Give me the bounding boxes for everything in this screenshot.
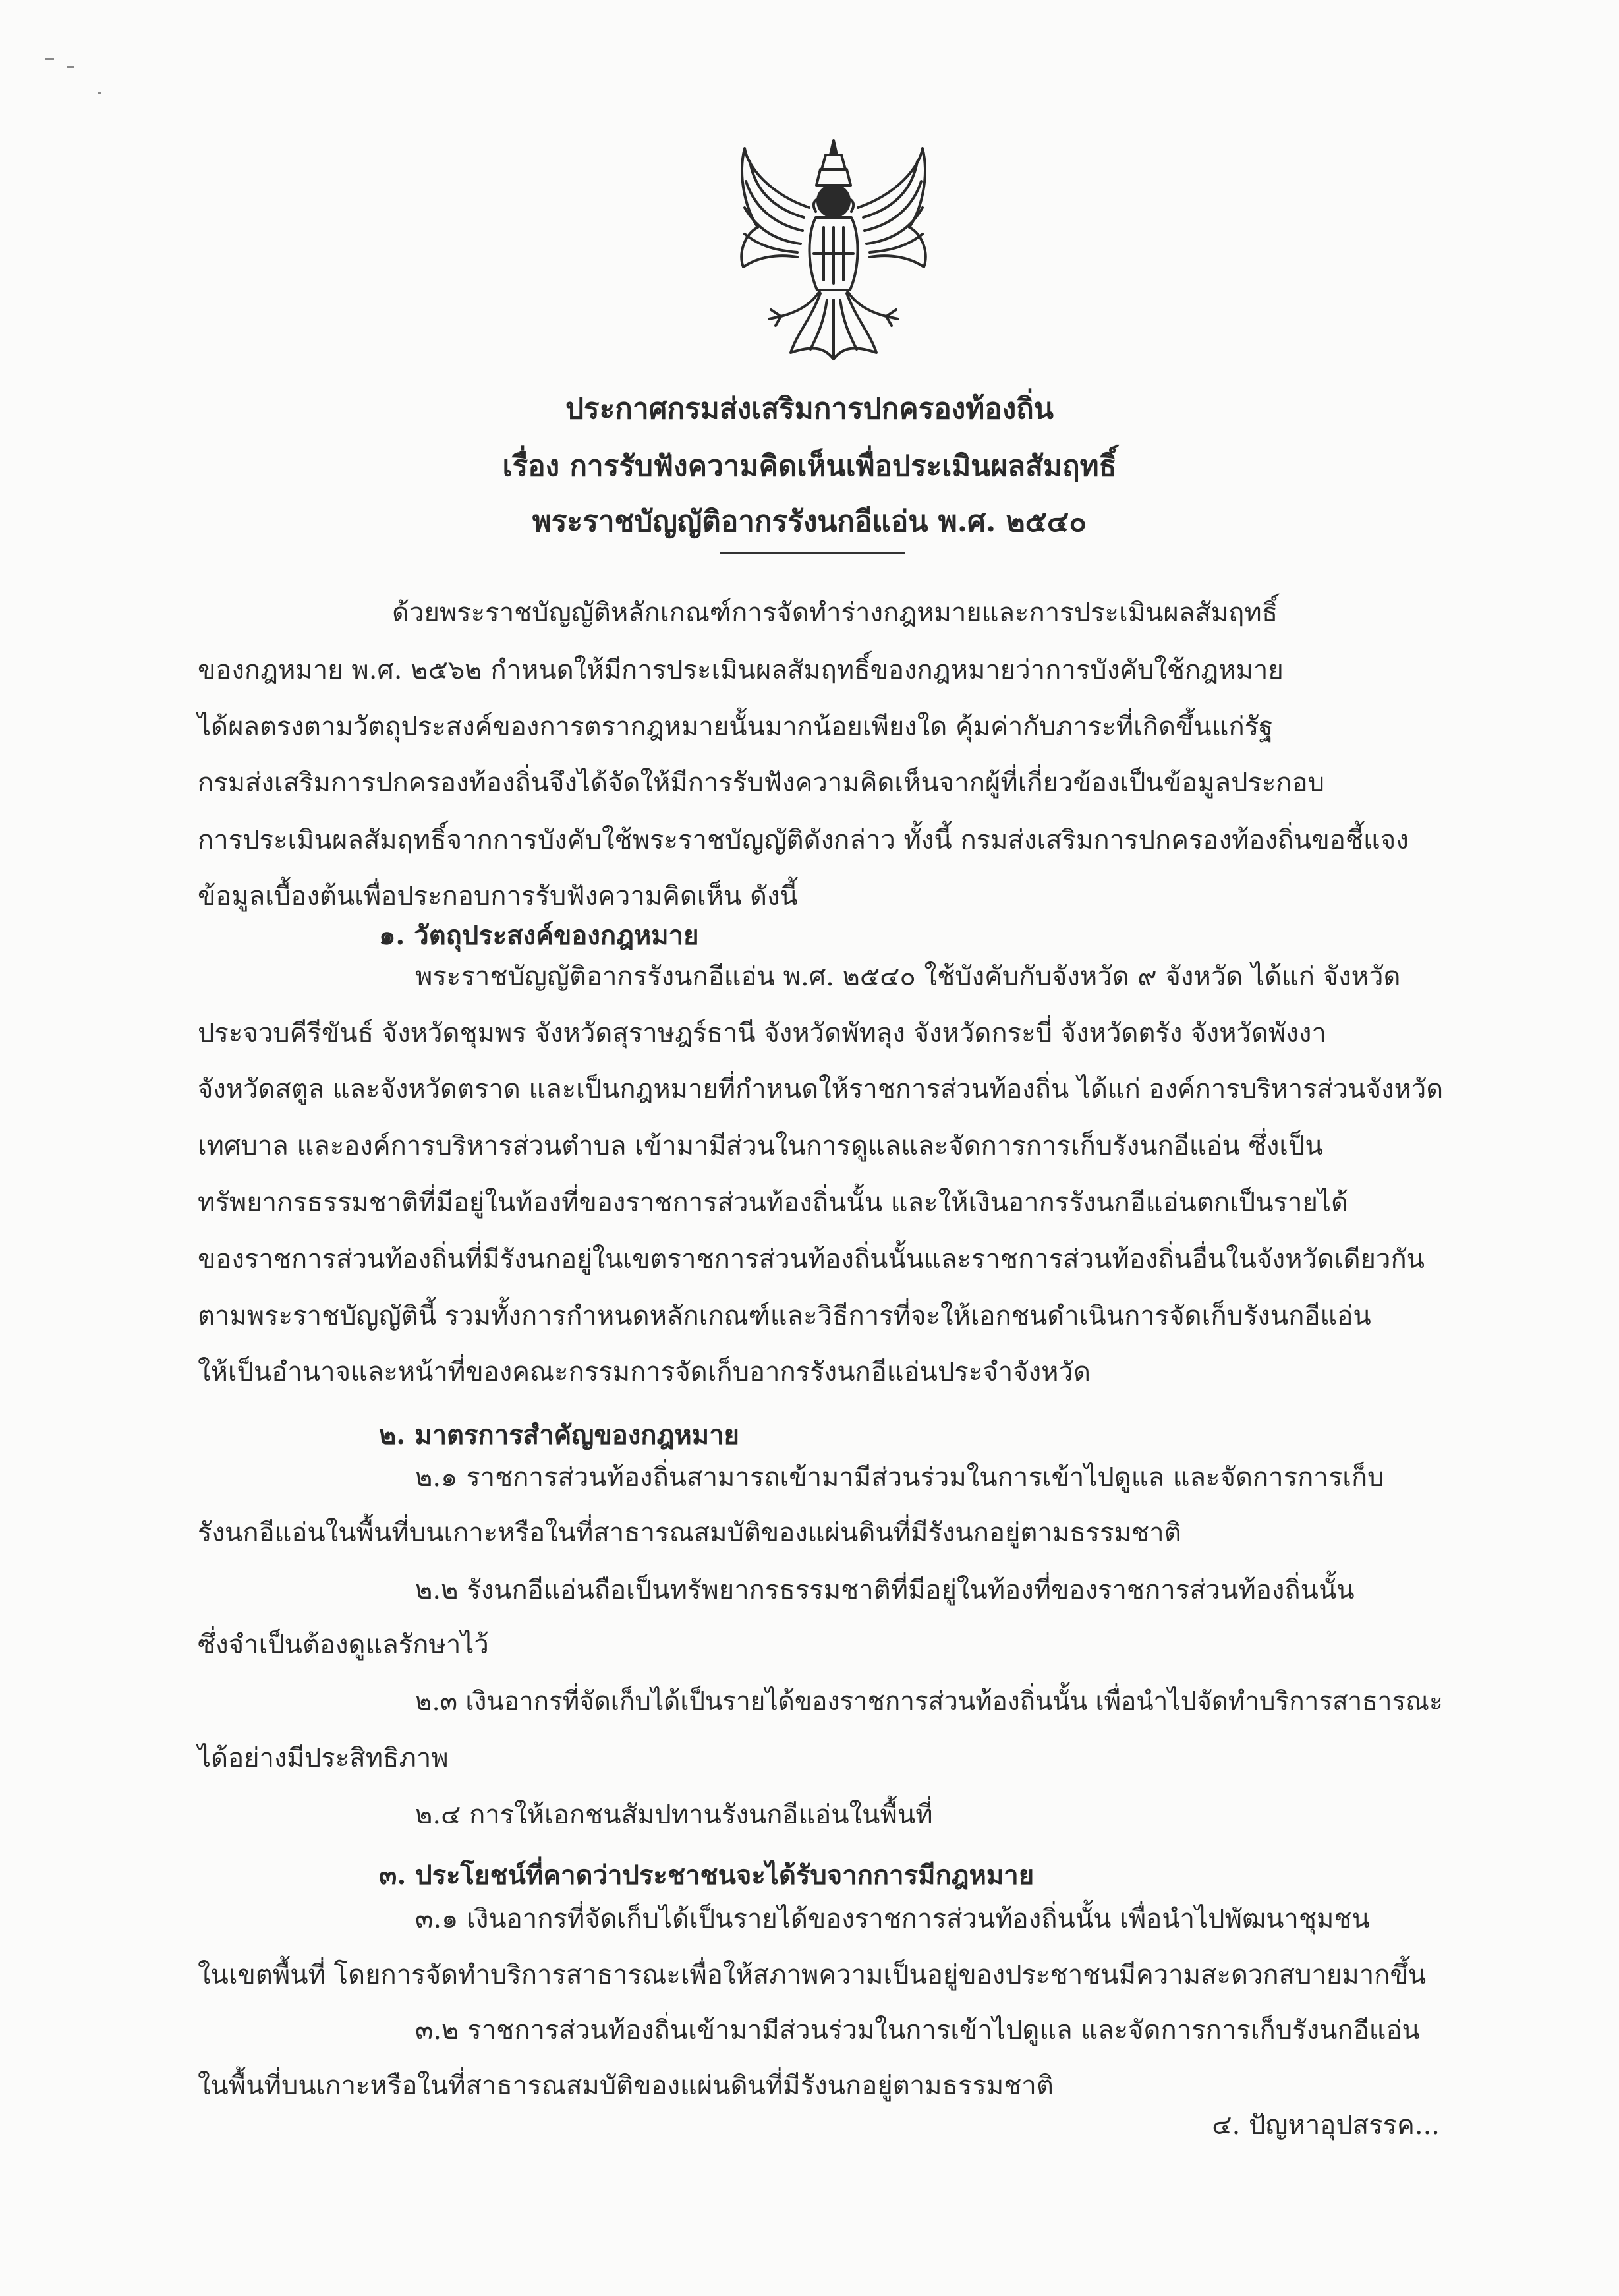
section-3-line: ในเขตพื้นที่ โดยการจัดทำบริการสาธารณะเพื่อให้สภาพความเป็นอยู่ของประชาชนมีความสะดวกสบายมากขึ้น (198, 1960, 1427, 1990)
intro-line: กรมส่งเสริมการปกครองท้องถิ่นจึงได้จัดให้มีการรับฟังความคิดเห็นจากผู้ที่เกี่ยวข้องเป็นข้อมูลประกอบ (198, 768, 1325, 798)
intro-line: ด้วยพระราชบัญญัติหลักเกณฑ์การจัดทำร่างกฎหมายและการประเมินผลสัมฤทธิ์ (392, 598, 1278, 628)
section-3-line: ๓.๒ ราชการส่วนท้องถิ่นเข้ามามีส่วนร่วมในการเข้าไปดูแล และจัดการการเก็บรังนกอีแอ่น (415, 2015, 1420, 2046)
header-divider (720, 552, 905, 554)
section-3-line: ในพื้นที่บนเกาะหรือในที่สาธารณสมบัติของแผ่นดินที่มีรังนกอยู่ตามธรรมชาติ (198, 2071, 1054, 2101)
garuda-emblem (731, 135, 936, 366)
section-1-title: ๑. วัตถุประสงค์ของกฎหมาย (379, 920, 699, 951)
header-line-3: พระราชบัญญัติอากรรังนกอีแอ่น พ.ศ. ๒๕๔๐ (532, 505, 1087, 538)
intro-line: ได้ผลตรงตามวัตถุประสงค์ของการตรากฎหมายนั้นมากน้อยเพียงใด คุ้มค่ากับภาระที่เกิดขึ้นแก่รัฐ (198, 712, 1274, 742)
intro-line: ข้อมูลเบื้องต้นเพื่อประกอบการรับฟังความคิดเห็น ดังนี้ (198, 881, 798, 911)
section-2-line: ๒.๑ ราชการส่วนท้องถิ่นสามารถเข้ามามีส่วนร่วมในการเข้าไปดูแล และจัดการการเก็บ (415, 1462, 1384, 1493)
section-1-line: ของราชการส่วนท้องถิ่นที่มีรังนกอยู่ในเขตราชการส่วนท้องถิ่นนั้นและราชการส่วนท้องถิ่นอื่นในจังหวัดเดียวกัน (198, 1244, 1425, 1275)
intro-line: การประเมินผลสัมฤทธิ์จากการบังคับใช้พระราชบัญญัติดังกล่าว ทั้งนี้ กรมส่งเสริมการปกครองท้องถิ่นขอชี้แจง (198, 825, 1409, 855)
scan-speck (98, 92, 101, 94)
section-1-line: พระราชบัญญัติอากรรังนกอีแอ่น พ.ศ. ๒๕๔๐ ใช้บังคับกับจังหวัด ๙ จังหวัด ได้แก่ จังหวัด (415, 961, 1401, 992)
section-1-line: ทรัพยากรธรรมชาติที่มีอยู่ในท้องที่ของราชการส่วนท้องถิ่นนั้น และให้เงินอากรรังนกอีแอ่นตกเป็นรายได้ (198, 1188, 1349, 1218)
section-2-line: ๒.๒ รังนกอีแอ่นถือเป็นทรัพยากรธรรมชาติที่มีอยู่ในท้องที่ของราชการส่วนท้องถิ่นนั้น (415, 1575, 1355, 1605)
header-line-1: ประกาศกรมส่งเสริมการปกครองท้องถิ่น (565, 392, 1054, 426)
section-1-line: ให้เป็นอำนาจและหน้าที่ของคณะกรรมการจัดเก็บอากรรังนกอีแอ่นประจำจังหวัด (198, 1357, 1091, 1387)
section-1-line: เทศบาล และองค์การบริหารส่วนตำบล เข้ามามีส่วนในการดูแลและจัดการการเก็บรังนกอีแอ่น ซึ่งเป็น (198, 1131, 1323, 1161)
section-1-line: ประจวบคีรีขันธ์ จังหวัดชุมพร จังหวัดสุราษฎร์ธานี จังหวัดพัทลุง จังหวัดกระบี่ จังหวัดตรัง จังหวัดพังงา (198, 1018, 1326, 1048)
intro-line: ของกฎหมาย พ.ศ. ๒๕๖๒ กำหนดให้มีการประเมินผลสัมฤทธิ์ของกฎหมายว่าการบังคับใช้กฎหมาย (198, 655, 1284, 685)
scan-speck (67, 66, 74, 68)
section-2-line: รังนกอีแอ่นในพื้นที่บนเกาะหรือในที่สาธารณสมบัติของแผ่นดินที่มีรังนกอยู่ตามธรรมชาติ (198, 1518, 1181, 1548)
continuation-text: ๔. ปัญหาอุปสรรค... (1212, 2110, 1440, 2140)
section-3-title: ๓. ประโยชน์ที่คาดว่าประชาชนจะได้รับจากการมีกฎหมาย (379, 1860, 1035, 1891)
header-line-2: เรื่อง การรับฟังความคิดเห็นเพื่อประเมินผลสัมฤทธิ์ (502, 449, 1117, 483)
section-2-line: ซึ่งจำเป็นต้องดูแลรักษาไว้ (198, 1630, 489, 1660)
scan-speck (45, 58, 54, 60)
section-2-line: ได้อย่างมีประสิทธิภาพ (198, 1743, 449, 1773)
section-1-line: จังหวัดสตูล และจังหวัดตราด และเป็นกฎหมายที่กำหนดให้ราชการส่วนท้องถิ่น ได้แก่ องค์การบริหารส่วนจังหวัด (198, 1074, 1444, 1105)
section-2-line: ๒.๔ การให้เอกชนสัมปทานรังนกอีแอ่นในพื้นที่ (415, 1800, 933, 1830)
section-3-line: ๓.๑ เงินอากรที่จัดเก็บได้เป็นรายได้ของราชการส่วนท้องถิ่นนั้น เพื่อนำไปพัฒนาชุมชน (415, 1904, 1370, 1934)
section-2-line: ๒.๓ เงินอากรที่จัดเก็บได้เป็นรายได้ของราชการส่วนท้องถิ่นนั้น เพื่อนำไปจัดทำบริการสาธารณะ (415, 1686, 1443, 1717)
section-2-title: ๒. มาตรการสำคัญของกฎหมาย (379, 1420, 739, 1450)
section-1-line: ตามพระราชบัญญัตินี้ รวมทั้งการกำหนดหลักเกณฑ์และวิธีการที่จะให้เอกชนดำเนินการจัดเก็บรังนกอีแอ่น (198, 1301, 1371, 1331)
